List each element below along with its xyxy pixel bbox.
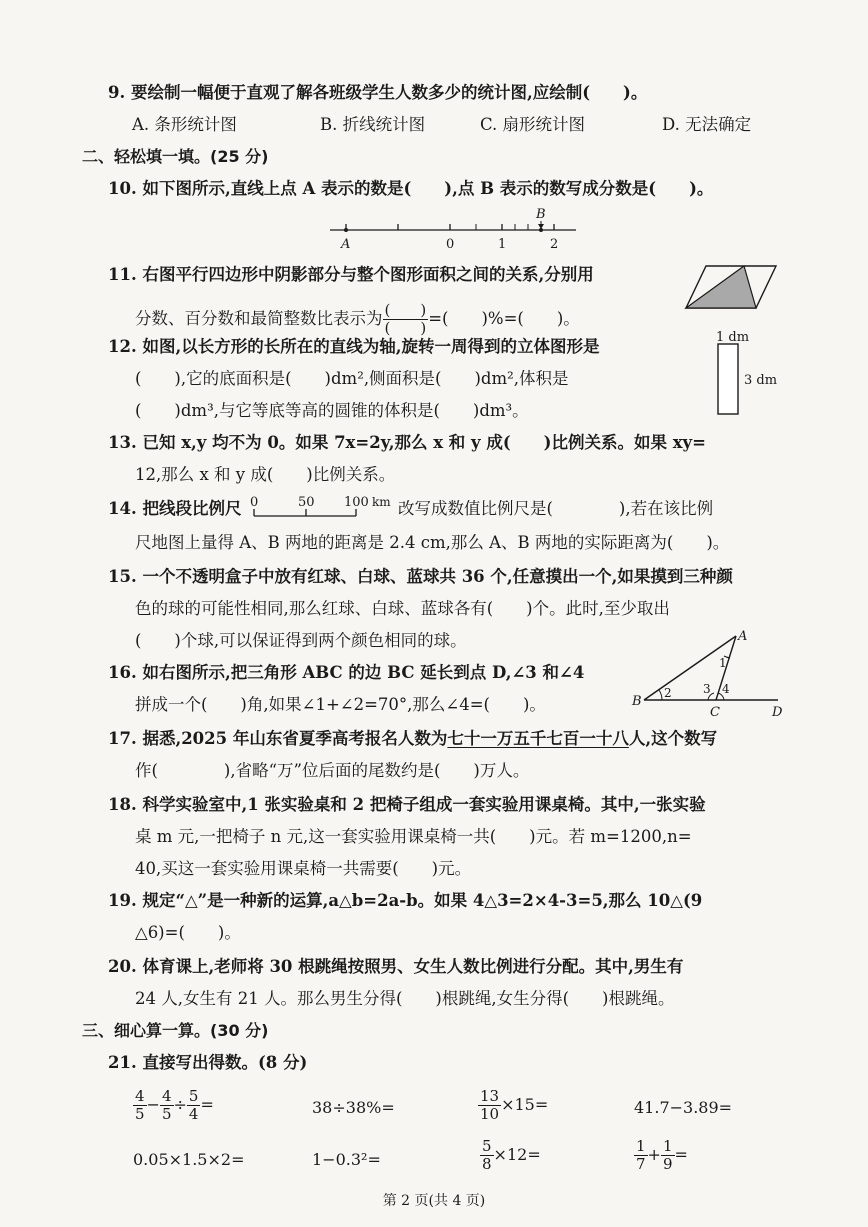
q11-frac-den: ( ) (384, 319, 427, 337)
q17-underlined-number: 七十一万五千七百一十八 (447, 729, 629, 748)
q12-line2: ( ),它的底面积是( )dm²,侧面积是( )dm²,体积是 (135, 369, 569, 388)
page-footer: 第 2 页(共 4 页) (382, 1193, 486, 1209)
calc1-frac1-num: 4 (135, 1087, 145, 1105)
calc-5: 0.05×1.5×2= (133, 1150, 245, 1169)
calc7-rest: ×12= (493, 1145, 541, 1164)
calc1-op-minus: − (146, 1095, 160, 1114)
q18-line1: 18. 科学实验室中,1 张实验桌和 2 把椅子组成一套实验用课桌椅。其中,一张实验 (108, 795, 706, 814)
rect-height-label: 3 dm (744, 373, 778, 388)
section-3-heading: 三、细心算一算。(30 分) (82, 1021, 269, 1040)
calc1-frac2-num: 4 (161, 1087, 172, 1105)
q15-line2: 色的球的可能性相同,那么红球、白球、蓝球各有( )个。此时,至少取出 (135, 599, 670, 618)
scale-label-100: 100 (344, 495, 369, 510)
point-b-label: B (536, 207, 546, 222)
calc8-equals: = (674, 1145, 688, 1164)
scale-unit: km (372, 495, 391, 509)
calc-7 (480, 1138, 541, 1173)
calc1-op-divide: ÷ (173, 1095, 187, 1114)
calc7-frac-den: 8 (482, 1155, 492, 1173)
section-2-heading: 二、轻松填一填。(25 分) (82, 147, 269, 166)
q20-line2: 24 人,女生有 21 人。那么男生分得( )根跳绳,女生分得( )根跳绳。 (135, 989, 675, 1008)
q16-line2: 拼成一个( )角,如果∠1+∠2=70°,那么∠4=( )。 (135, 695, 546, 714)
calc3-rest: ×15= (501, 1095, 549, 1114)
calc8-frac2-num: 1 (662, 1137, 673, 1155)
q17-line1 (108, 728, 717, 750)
q11-line2-pre: 分数、百分数和最简整数比表示为 (135, 309, 383, 328)
calc-8 (634, 1138, 688, 1173)
calc7-frac-num: 5 (482, 1137, 492, 1155)
q19-line2: △6)=( )。 (135, 923, 241, 942)
q12-line3: ( )dm³,与它等底等高的圆锥的体积是( )dm³。 (135, 401, 529, 420)
q11-line2-post: =( )%=( )。 (428, 309, 580, 328)
calc-2: 38÷38%= (312, 1098, 395, 1117)
q9-option-b: B. 折线统计图 (320, 115, 426, 134)
q17-line1-post: 人,这个数写 (628, 729, 718, 748)
calc8-frac1-den: 7 (636, 1155, 646, 1173)
number-line (328, 206, 578, 256)
rect-width-label: 1 dm (716, 330, 750, 345)
q15-line3: ( )个球,可以保证得到两个颜色相同的球。 (135, 631, 467, 650)
parallelogram-figure (684, 262, 780, 312)
calc-3 (478, 1088, 548, 1123)
vertex-a-label: A (738, 629, 748, 644)
q19-line1: 19. 规定“△”是一种新的运算,a△b=2a-b。如果 4△3=2×4-3=5,那么 10△(9 (108, 891, 703, 910)
angle-3-label: 3 (703, 682, 711, 696)
line-segment-scale (246, 492, 396, 524)
q11-fraction (383, 302, 429, 337)
q9-option-d: D. 无法确定 (662, 115, 752, 134)
angle-2-label: 2 (664, 686, 672, 700)
calc1-equals: = (200, 1095, 214, 1114)
q13-line2: 12,那么 x 和 y 成( )比例关系。 (135, 465, 396, 484)
scale-label-50: 50 (298, 495, 315, 510)
q11-line2 (135, 302, 580, 337)
q16-line1: 16. 如右图所示,把三角形 ABC 的边 BC 延长到点 D,∠3 和∠4 (108, 663, 585, 682)
rectangle-figure (712, 330, 792, 420)
triangle-figure (630, 630, 790, 720)
q13-line1: 13. 已知 x,y 均不为 0。如果 7x=2y,那么 x 和 y 成( )比例关系。如果 xy= (108, 433, 706, 452)
calc-1 (133, 1088, 214, 1123)
vertex-b-label: B (632, 694, 642, 709)
q17-line2: 作( ),省略“万”位后面的尾数约是( )万人。 (135, 761, 530, 780)
q18-line3: 40,买这一套实验用课桌椅一共需要( )元。 (135, 859, 472, 878)
q14-pre: 14. 把线段比例尺 (108, 499, 242, 518)
tick-label-2: 2 (550, 237, 559, 252)
point-a-label: A (341, 237, 351, 252)
q14-post: 改写成数值比例尺是( ),若在该比例 (398, 499, 714, 518)
calc8-frac2-den: 9 (662, 1155, 673, 1173)
angle-4-label: 4 (722, 682, 730, 696)
q12-line1: 12. 如图,以长方形的长所在的直线为轴,旋转一周得到的立体图形是 (108, 337, 600, 356)
q17-line1-pre: 17. 据悉,2025 年山东省夏季高考报名人数为 (108, 729, 448, 748)
q11-line1: 11. 右图平行四边形中阴影部分与整个图形面积之间的关系,分别用 (108, 265, 594, 284)
point-d-label: D (772, 705, 783, 720)
q9-option-a: A. 条形统计图 (132, 115, 237, 134)
calc-4: 41.7−3.89= (634, 1098, 733, 1117)
calc1-frac1-den: 5 (135, 1105, 145, 1123)
q9-text: 9. 要绘制一幅便于直观了解各班级学生人数多少的统计图,应绘制( )。 (108, 83, 648, 102)
calc3-frac-num: 13 (480, 1087, 500, 1105)
calc1-frac3-num: 5 (188, 1087, 199, 1105)
calc8-frac1-num: 1 (636, 1137, 646, 1155)
q9-option-c: C. 扇形统计图 (480, 115, 586, 134)
tick-label-1: 1 (498, 237, 507, 252)
angle-1-label: 1 (719, 656, 727, 670)
scale-label-0: 0 (250, 495, 259, 510)
q20-line1: 20. 体育课上,老师将 30 根跳绳按照男、女生人数比例进行分配。其中,男生有 (108, 957, 684, 976)
vertex-c-label: C (710, 705, 720, 720)
calc1-frac2-den: 5 (161, 1105, 172, 1123)
tick-label-0: 0 (446, 237, 455, 252)
calc1-frac3-den: 4 (188, 1105, 199, 1123)
calc3-frac-den: 10 (480, 1105, 500, 1123)
q21-title: 21. 直接写出得数。(8 分) (108, 1053, 308, 1072)
q14-line2: 尺地图上量得 A、B 两地的距离是 2.4 cm,那么 A、B 两地的实际距离为( )。 (135, 533, 730, 552)
q11-frac-num: ( ) (384, 301, 427, 319)
calc8-op-plus: + (647, 1145, 661, 1164)
calc-6: 1−0.3²= (312, 1150, 381, 1169)
q15-line1: 15. 一个不透明盒子中放有红球、白球、蓝球共 36 个,任意摸出一个,如果摸到三种颜 (108, 567, 733, 586)
q10-text: 10. 如下图所示,直线上点 A 表示的数是( ),点 B 表示的数写成分数是( )。 (108, 179, 714, 198)
q18-line2: 桌 m 元,一把椅子 n 元,这一套实验用课桌椅一共( )元。若 m=1200,n= (135, 827, 692, 846)
